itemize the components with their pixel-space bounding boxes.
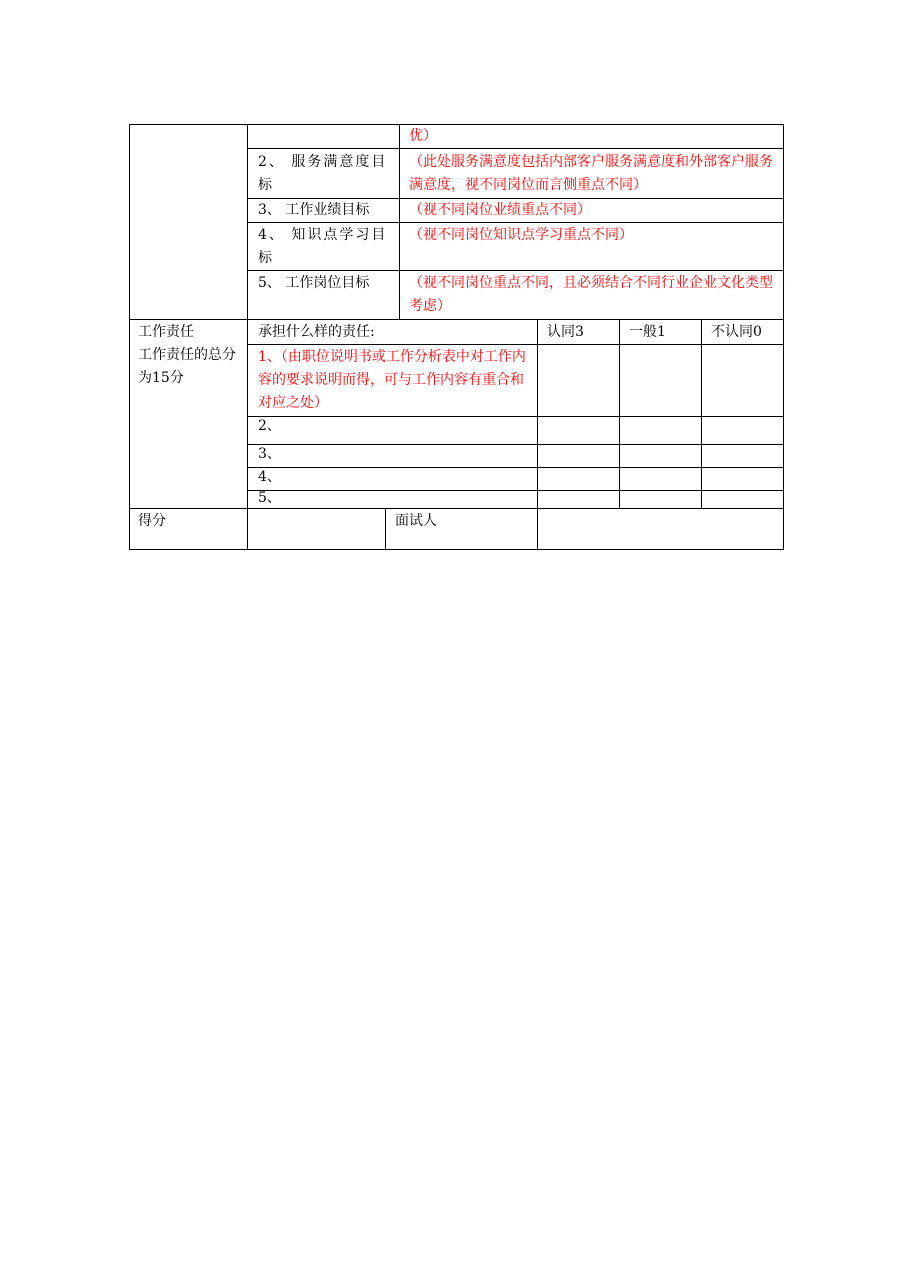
goal-content-cell-5 bbox=[399, 270, 784, 320]
goal-content-cell-4 bbox=[399, 222, 784, 271]
score-label: 得分 bbox=[138, 513, 166, 529]
responsibility-item-5: 5、 bbox=[258, 490, 281, 506]
score-disagree-cell-2[interactable] bbox=[701, 416, 784, 445]
col-agree-header bbox=[537, 319, 620, 345]
score-normal-cell-3[interactable] bbox=[619, 444, 702, 468]
responsibility-section-note: 工作责任的总分为15分 bbox=[138, 347, 236, 386]
goal-item-cell-3 bbox=[247, 198, 400, 223]
responsibility-item-4: 4、 bbox=[258, 469, 281, 485]
score-agree-cell-3[interactable] bbox=[537, 444, 620, 468]
score-agree-cell-5[interactable] bbox=[537, 490, 620, 509]
goal-content-1: 优） bbox=[409, 128, 437, 144]
score-normal-cell-5[interactable] bbox=[619, 490, 702, 509]
goal-content-3: （视不同岗位业绩重点不同） bbox=[409, 202, 591, 218]
goal-item-5: 5、 工作岗位目标 bbox=[258, 275, 370, 291]
interviewer-label-cell bbox=[385, 508, 538, 550]
responsibility-item-cell-1 bbox=[247, 344, 538, 417]
score-disagree-cell-4[interactable] bbox=[701, 467, 784, 491]
responsibility-item-1: 1、（由职位说明书或工作分析表中对工作内容的要求说明而得，可与工作内容有重合和对应之处） bbox=[258, 349, 526, 411]
goal-item-4: 4、 知识点学习目标 bbox=[258, 227, 388, 266]
score-normal-cell-1[interactable] bbox=[619, 344, 702, 417]
col-normal-header bbox=[619, 319, 702, 345]
col-normal-label: 一般1 bbox=[629, 324, 666, 340]
responsibility-section-label: 工作责任 bbox=[138, 324, 194, 340]
score-normal-cell-4[interactable] bbox=[619, 467, 702, 491]
score-disagree-cell-1[interactable] bbox=[701, 344, 784, 417]
responsibility-item-3: 3、 bbox=[258, 446, 281, 462]
goal-item-2: 2、 服务满意度目标 bbox=[258, 154, 388, 193]
goal-item-cell-1 bbox=[247, 124, 400, 149]
goal-item-3: 3、 工作业绩目标 bbox=[258, 202, 370, 218]
score-agree-cell-4[interactable] bbox=[537, 467, 620, 491]
goal-content-5: （视不同岗位重点不同，且必须结合不同行业企业文化类型考虑） bbox=[409, 275, 773, 314]
col-disagree-header bbox=[701, 319, 784, 345]
responsibility-item-cell-4 bbox=[247, 467, 538, 491]
goal-content-cell-1 bbox=[399, 124, 784, 149]
responsibility-item-cell-2 bbox=[247, 416, 538, 445]
goal-content-cell-3 bbox=[399, 198, 784, 223]
goal-item-cell-2 bbox=[247, 148, 400, 199]
score-disagree-cell-3[interactable] bbox=[701, 444, 784, 468]
goal-content-4: （视不同岗位知识点学习重点不同） bbox=[409, 227, 633, 243]
score-agree-cell-1[interactable] bbox=[537, 344, 620, 417]
responsibility-item-2: 2、 bbox=[258, 418, 281, 434]
score-normal-cell-2[interactable] bbox=[619, 416, 702, 445]
goal-item-cell-5 bbox=[247, 270, 400, 320]
responsibility-item-cell-3 bbox=[247, 444, 538, 468]
goal-content-2: （此处服务满意度包括内部客户服务满意度和外部客户服务满意度，视不同岗位而言侧重点不同） bbox=[409, 154, 773, 193]
interviewer-value-cell[interactable] bbox=[537, 508, 784, 550]
goals-label-cell bbox=[129, 124, 248, 320]
col-agree-label: 认同3 bbox=[547, 324, 584, 340]
responsibility-question-cell bbox=[247, 319, 538, 345]
goal-content-cell-2 bbox=[399, 148, 784, 199]
responsibility-item-cell-5 bbox=[247, 490, 538, 509]
interviewer-label: 面试人 bbox=[395, 513, 437, 529]
col-disagree-label: 不认同0 bbox=[711, 324, 762, 340]
score-disagree-cell-5[interactable] bbox=[701, 490, 784, 509]
responsibility-label-cell bbox=[129, 319, 248, 509]
score-value-cell[interactable] bbox=[247, 508, 386, 550]
goal-item-cell-4 bbox=[247, 222, 400, 271]
score-label-cell bbox=[129, 508, 248, 550]
responsibility-question: 承担什么样的责任: bbox=[258, 324, 375, 340]
score-agree-cell-2[interactable] bbox=[537, 416, 620, 445]
